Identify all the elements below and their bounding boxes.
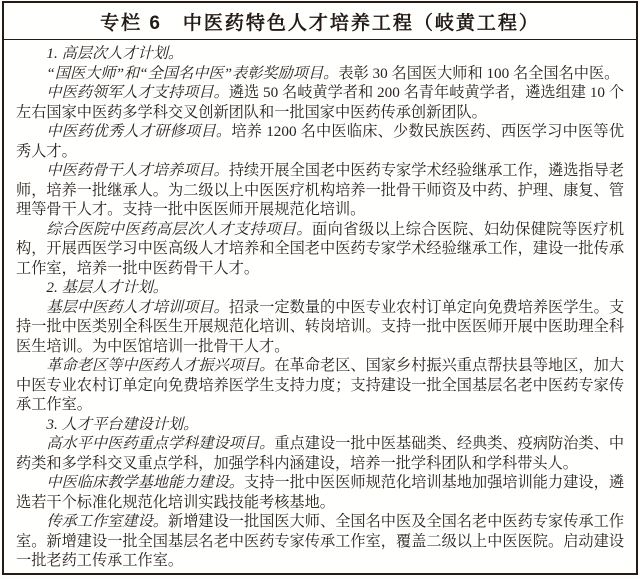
project-paragraph [16, 220, 624, 279]
feature-box-panel [2, 1, 638, 575]
project-description: 支持一批中医医师规范化培训基地加强培训能力建设，遴选若干个标准化规范化培训实践技能考核基地。 [16, 474, 625, 511]
project-description: 面向省级以上综合医院、妇幼保健院等医疗机构，开展西医学习中医高级人才培养和全国老中医药专家学术经验继承工作，建设一批传承工作室，培养一批中医药骨干人才。 [16, 220, 625, 277]
panel-body [4, 40, 636, 571]
project-name: 革命老区等中医药人才振兴项目。 [46, 357, 275, 374]
project-name: 中医药优秀人才研修项目。 [46, 123, 232, 140]
project-paragraph [16, 434, 624, 473]
panel-title-bar [4, 3, 636, 40]
project-description: 表彰 30 名国医大师和 100 名全国名中医。 [338, 64, 620, 82]
project-paragraph [16, 161, 624, 220]
project-paragraph [16, 122, 624, 161]
project-paragraph [16, 298, 624, 357]
section-heading-3: 3. 人才平台建设计划。 [46, 415, 199, 433]
project-name: 传承工作室建设。 [46, 513, 168, 530]
project-description: 重点建设一批中医基础类、经典类、疫病防治类、中药类和多学科交叉重点学科，加强学科内涵建设，培养一批学科团队和学科带头人。 [16, 435, 625, 472]
project-name: 中医临床教学基地能力建设。 [46, 474, 244, 491]
project-paragraph [16, 512, 624, 571]
project-description: 新增建设一批国医大师、全国名中医及全国名老中医药专家传承工作室。新增建设一批全国基层名老中医药专家传承工作室，覆盖二级以上中医医院。启动建设一批老药工传承工作室。 [16, 513, 625, 569]
project-paragraph [16, 473, 624, 512]
project-description: 持续开展全国老中医药专家学术经验继承工作，遴选指导老师，培养一批继承人。为二级以上中医医疗机构培养一批骨干师资及中药、护理、康复、管理等骨干人才。支持一批中医医师开展规范化培训。 [16, 162, 625, 218]
project-paragraph [16, 356, 624, 415]
project-description: 招录一定数量的中医专业农村订单定向免费培养医学生。支持一批中医类别全科医生开展规范化培训、转岗培训。支持一批中医医师开展中医助理全科医生培训。为中医馆培训一批骨干人才。 [16, 298, 625, 355]
project-paragraph [16, 83, 624, 122]
project-paragraph [16, 64, 624, 84]
project-description: 培养 1200 名中医临床、少数民族医药、西医学习中医等优秀人才。 [16, 123, 625, 160]
project-name: “国医大师”和“全国名中医”表彰奖励项目。 [46, 64, 339, 82]
project-description: 遴选 50 名岐黄学者和 200 名青年岐黄学者，遴选组建 10 个左右国家中医药多学科交叉创新团队和一批国家中医药传承创新团队。 [16, 84, 625, 121]
project-name: 综合医院中医药高层次人才支持项目。 [46, 220, 312, 238]
project-name: 基层中医药人才培训项目。 [46, 298, 229, 316]
project-name: 高水平中医药重点学科建设项目。 [46, 435, 275, 452]
project-description: 在革命老区、国家乡村振兴重点帮扶县等地区，加大中医专业农村订单定向免费培养医学生支持力度；支持建设一批全国基层名老中医药专家传承工作室。 [16, 357, 625, 413]
panel-title: 专栏 6 中医药特色人才培养工程（岐黄工程） [100, 12, 540, 34]
section-heading-2: 2. 基层人才计划。 [46, 279, 168, 296]
project-name: 中医药领军人才支持项目。 [46, 84, 229, 101]
section-heading-1: 1. 高层次人才计划。 [46, 45, 184, 62]
project-name: 中医药骨干人才培养项目。 [46, 162, 229, 179]
